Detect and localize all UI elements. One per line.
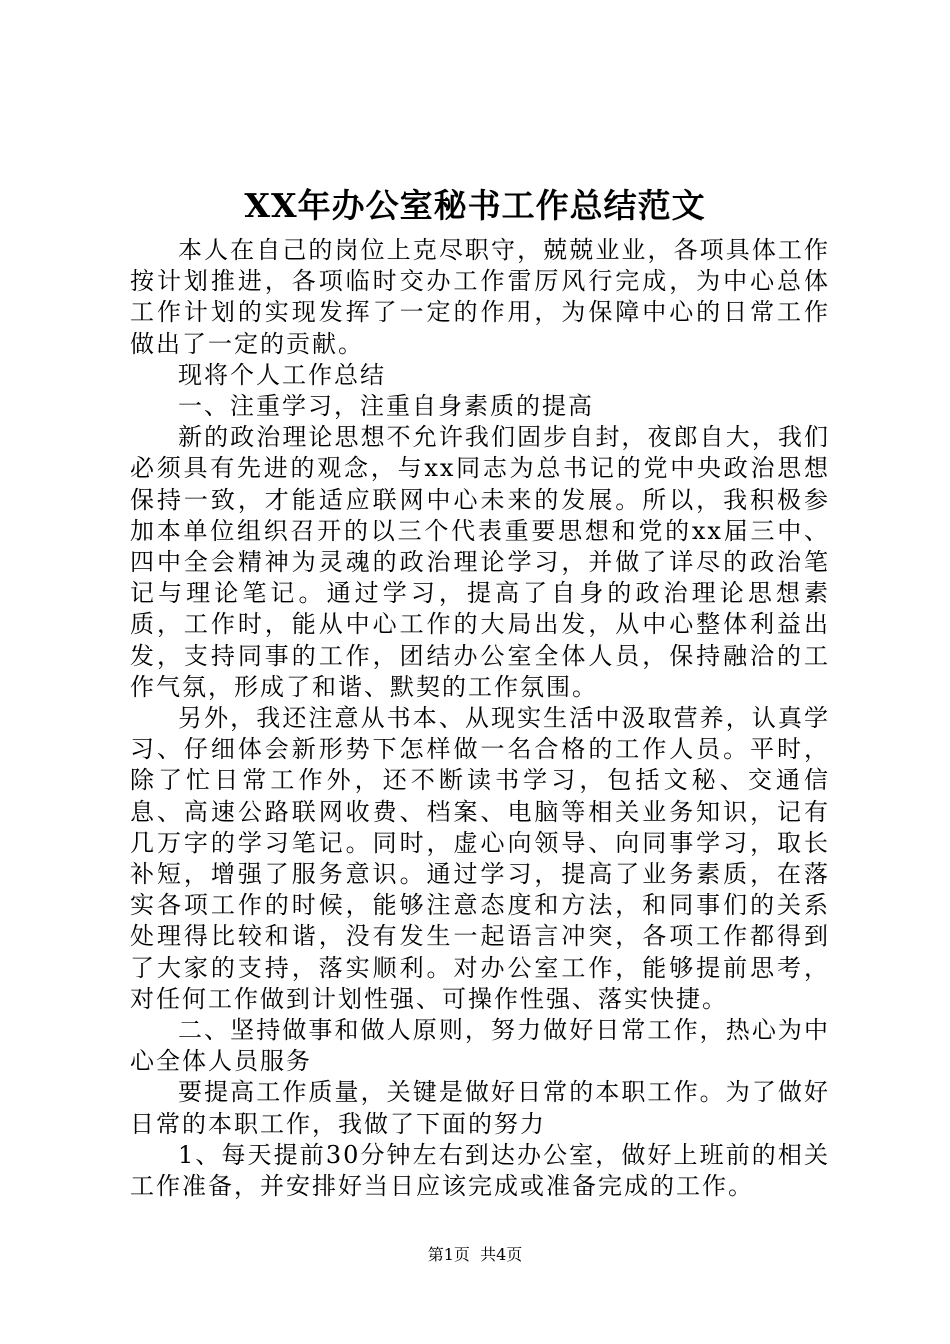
paragraph-summary-lead: 现将个人工作总结	[178, 360, 386, 389]
paragraph-daily-work: 要提高工作质量，关键是做好日常的本职工作。为了做好日常的本职工作，我做了下面的努力	[130, 1078, 830, 1138]
section-heading-1: 一、注重学习，注重自身素质的提高	[178, 392, 594, 421]
page-number: 第1页 共4页	[427, 1245, 523, 1264]
paragraph-intro: 本人在自己的岗位上克尽职守，兢兢业业，各项具体工作按计划推进，各项临时交办工作雷厉风行完成，为中心总体工作计划的实现发挥了一定的作用，为保障中心的日常工作做出了一定的贡献。	[130, 236, 830, 358]
paragraph-study-business: 另外，我还注意从书本、从现实生活中汲取营养，认真学习、仔细体会新形势下怎样做一名合格的工作人员。平时，除了忙日常工作外，还不断读书学习，包括文秘、交通信息、高速公路联网收费、档案、电脑等相关业务知识，记有几万字的学习笔记。同时，虚心向领导、向同事学习，取长补短，增强了服务意识。通过学习，提高了业务素质，在落实各项工作的时候，能够注意态度和方法，和同事们的关系处理得比较和谐，没有发生一起语言冲突，各项工作都得到了大家的支持，落实顺利。对办公室工作，能够提前思考，对任何工作做到计划性强、可操作性强、落实快捷。	[130, 704, 830, 1013]
document-body	[130, 235, 830, 1202]
paragraph-study-politics: 新的政治理论思想不允许我们固步自封，夜郎自大，我们必须具有先进的观念，与xx同志为总书记的党中央政治思想保持一致，才能适应联网中心未来的发展。所以，我积极参加本单位组织召开的以三个代表重要思想和党的xx届三中、四中全会精神为灵魂的政治理论学习，并做了详尽的政治笔记与理论笔记。通过学习，提高了自身的政治理论思想素质，工作时，能从中心工作的大局出发，从中心整体利益出发，支持同事的工作，团结办公室全体人员，保持融洽的工作气氛，形成了和谐、默契的工作氛围。	[130, 423, 830, 701]
document-title: XX年办公室秘书工作总结范文	[244, 186, 706, 225]
list-item-1: 1、每天提前30分钟左右到达办公室，做好上班前的相关工作准备，并安排好当日应该完成或准备完成的工作。	[130, 1140, 830, 1201]
section-heading-2: 二、坚持做事和做人原则，努力做好日常工作，热心为中心全体人员服务	[130, 1016, 830, 1076]
